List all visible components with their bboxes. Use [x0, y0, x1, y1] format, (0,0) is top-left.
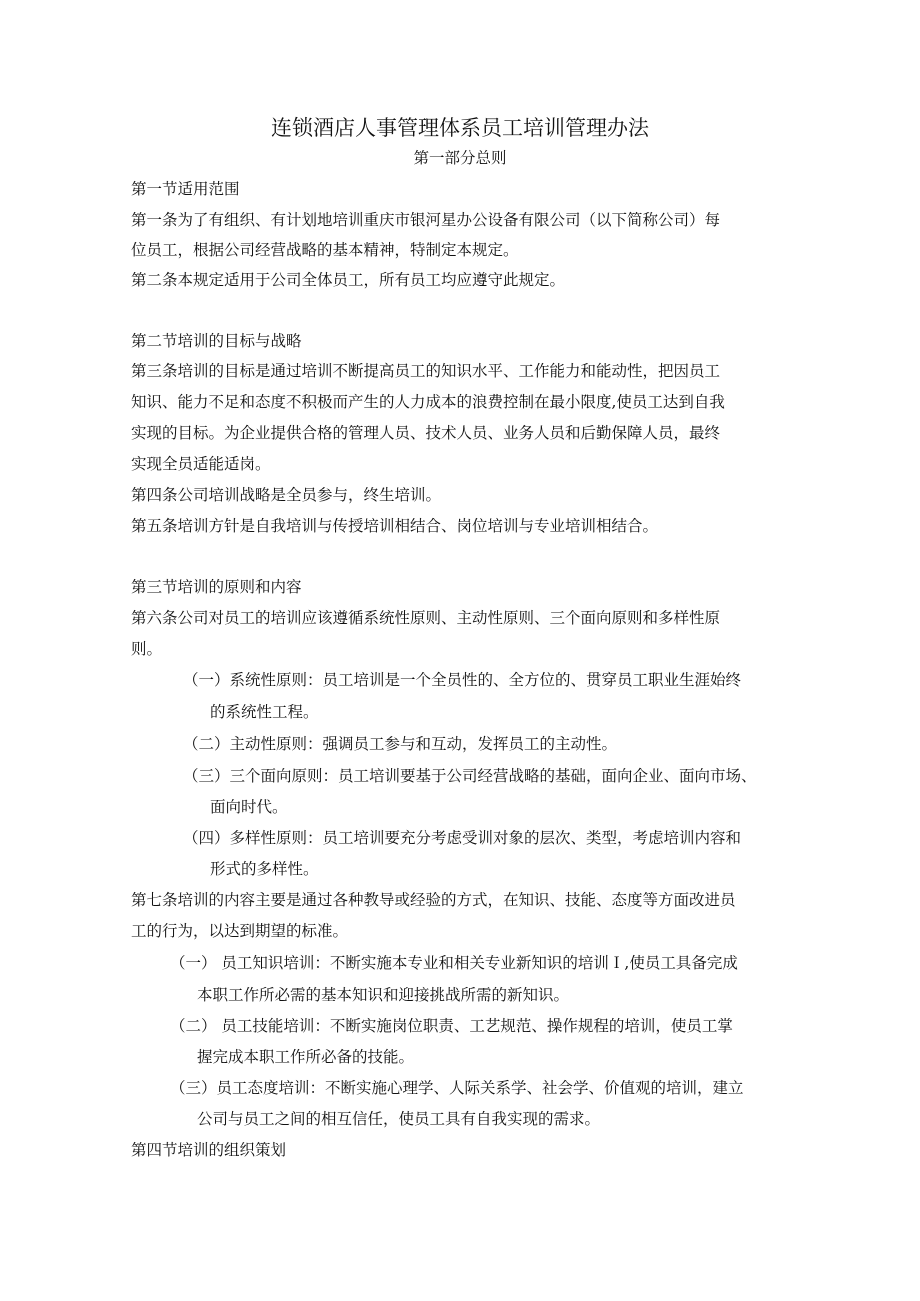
article-line: 知识、能力不足和态度不积极而产生的人力成本的浪费控制在最小限度,使员工达到自我 — [131, 393, 725, 411]
section-heading: 第一节适用范围 — [131, 180, 240, 198]
list-item: （一）系统性原则：员工培训是一个全员性的、全方位的、贯穿员工职业生涯始终 — [183, 671, 742, 689]
list-item: （三）三个面向原则：员工培训要基于公司经营战略的基础，面向企业、面向市场、 — [183, 767, 757, 785]
list-item: （一） 员工知识培训：不断实施本专业和相关专业新知识的培训Ｉ,使员工具备完成 — [170, 954, 738, 972]
list-item-continuation: 本职工作所必需的基本知识和迎接挑战所需的新知识。 — [197, 986, 570, 1004]
article-line: 第五条培训方针是自我培训与传授培训相结合、岗位培训与专业培训相结合。 — [131, 517, 659, 535]
article-line: 第四条公司培训战略是全员参与，终生培训。 — [131, 486, 442, 504]
list-item-continuation: 面向时代。 — [210, 798, 288, 816]
list-item-continuation: 握完成本职工作所必备的技能。 — [197, 1048, 415, 1066]
article-line: 第六条公司对员工的培训应该遵循系统性原则、主动性原则、三个面向原则和多样性原 — [131, 609, 721, 627]
article-line: 则。 — [131, 640, 163, 658]
list-item: （二） 员工技能培训：不断实施岗位职责、工艺规范、操作规程的培训，使员工掌 — [170, 1017, 733, 1035]
article-line: 第七条培训的内容主要是通过各种教导或经验的方式，在知识、技能、态度等方面改进员 — [131, 891, 736, 909]
list-item: （三）员工态度培训：不断实施心理学、人际关系学、社会学、价值观的培训，建立 — [170, 1079, 744, 1097]
article-line: 实现的目标。为企业提供合格的管理人员、技术人员、业务人员和后勤保障人员，最终 — [131, 424, 721, 442]
article-line: 实现全员适能适岗。 — [131, 455, 271, 473]
article-line: 第三条培训的目标是通过培训不断提高员工的知识水平、工作能力和能动性，把因员工 — [131, 362, 721, 380]
list-item-continuation: 公司与员工之间的相互信任，使员工具有自我实现的需求。 — [197, 1110, 601, 1128]
section-heading: 第四节培训的组织策划 — [131, 1141, 287, 1159]
article-line: 工的行为，以达到期望的标准。 — [131, 922, 349, 940]
document-title: 连锁酒店人事管理体系员工培训管理办法 — [271, 116, 649, 140]
list-item: （二）主动性原则：强调员工参与和互动，发挥员工的主动性。 — [183, 735, 618, 753]
article-line: 第二条本规定适用于公司全体员工，所有员工均应遵守此规定。 — [131, 271, 566, 289]
list-item-continuation: 形式的多样性。 — [210, 860, 319, 878]
article-line: 第一条为了有组织、有计划地培训重庆市银河星办公设备有限公司（以下简称公司）每 — [131, 211, 721, 229]
section-heading: 第三节培训的原则和内容 — [131, 578, 302, 596]
list-item: （四）多样性原则：员工培训要充分考虑受训对象的层次、类型，考虑培训内容和 — [183, 829, 742, 847]
part-heading: 第一部分总则 — [413, 149, 507, 167]
section-heading: 第二节培训的目标与战略 — [131, 332, 302, 350]
list-item-continuation: 的系统性工程。 — [210, 703, 319, 721]
article-line: 位员工，根据公司经营战略的基本精神，特制定本规定。 — [131, 241, 519, 259]
